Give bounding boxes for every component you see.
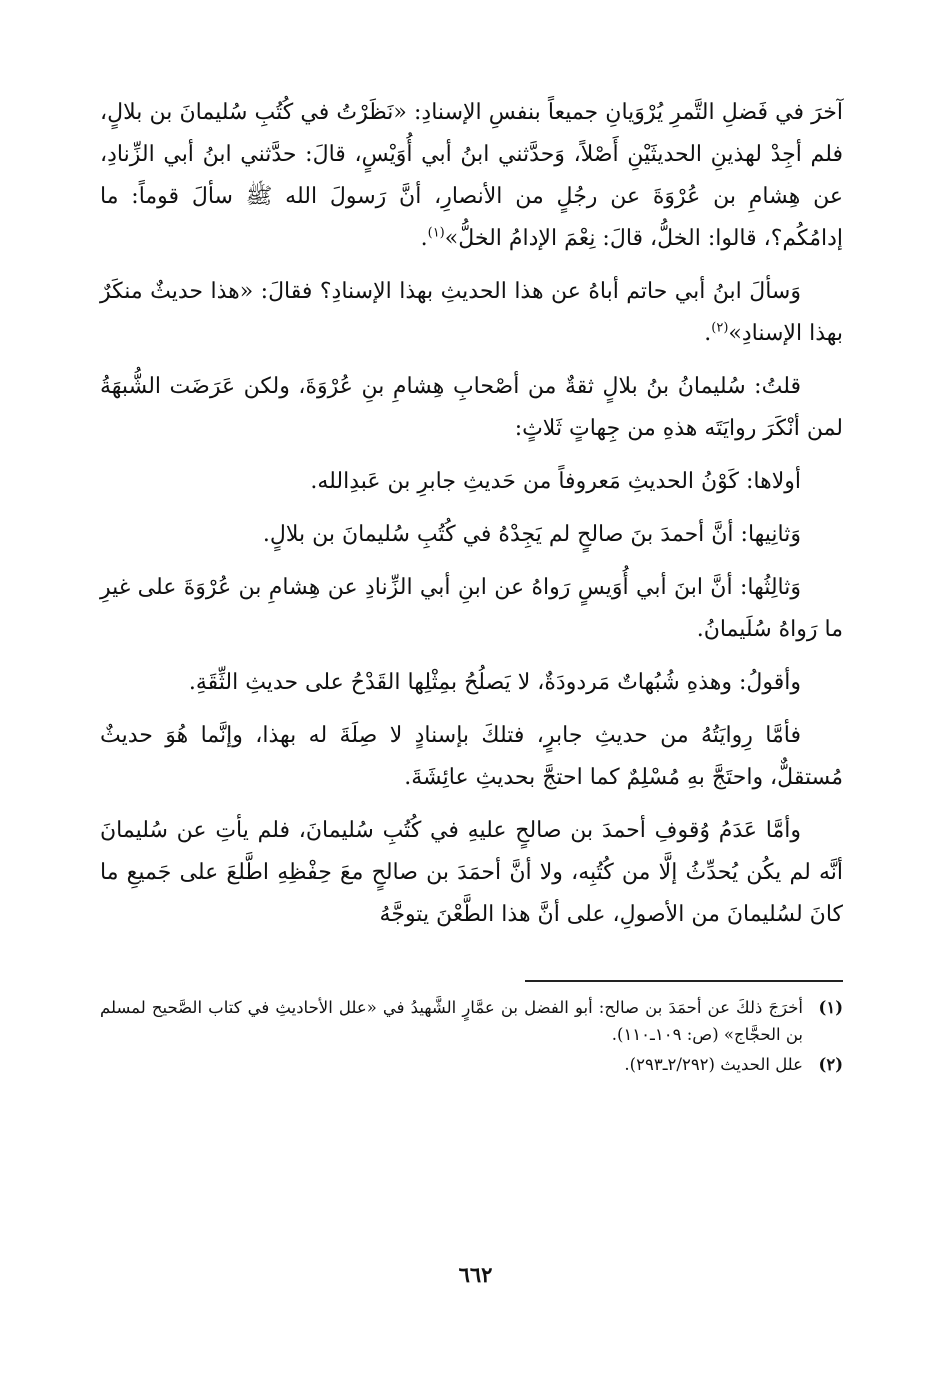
footnote-number: (١) [818, 998, 843, 1017]
paragraph-3: قلتُ: سُليمانُ بنُ بلالٍ ثقةٌ من أصْحابِ هِشامِ بنِ عُرْوَةَ، ولكن عَرَضَت الشُّبهَةُ لمن أنْكَرَ روايَتَه هذهِ من جِهاتٍ ثَلاثٍ: [100, 374, 843, 441]
footnote-number: (٢) [818, 1055, 843, 1074]
paragraph-9: وأمَّا عَدَمُ وُقوفِ أحمدَ بن صالحٍ عليهِ في كُتُبِ سُليمانَ، فلم يأتِ عن سُليمانَ أنَّه لم يكُن يُحدِّثُ إلَّا من كُتُبِه، ولا أنَّ أحمَدَ بن صالحٍ معَ حِفْظِهِ اطَّلعَ على جَميعِ ما كانَ لسُليمانَ من الأصولِ، على أنَّ هذا الطَّعْنَ يتوجَّهُ [100, 818, 843, 927]
footnotes [100, 994, 843, 1078]
footnote-text: علل الحديث (٢/٢٩٢ـ٢٩٣). [624, 1055, 803, 1074]
paragraph-2: وَسألَ ابنُ أبي حاتم أباهُ عن هذا الحديثِ بهذا الإسنادِ؟ فقالَ: «هذا حديثٌ منكَرٌ بهذا الإسنادِ»$^{(٢)}$. [100, 279, 843, 346]
paragraph-7: وأقولُ: وهذهِ شُبُهاتٌ مَردودَةٌ، لا يَصلُحُ بمِثْلِها القَدْحُ على حديثِ الثِّقَةِ. [188, 670, 801, 695]
page-number: ٦٦٢ [458, 1262, 493, 1287]
paragraph-1: آخرَ في فَضلِ التَّمرِ يُرْوَيانِ جميعاً بنفسِ الإسنادِ: «نَظَرْتُ في كُتُبِ سُليمانَ بن بلالٍ، فلم أجِدْ لهذينِ الحديثَيْنِ أَصْلاً، وَحدَّثني ابنُ أبي أُوَيْسٍ، قالَ: حدَّثني ابنُ أبي الزِّنادِ، عن هِشامِ بن عُرْوَةَ عن رجُلٍ من الأنصارِ، أنَّ رَسولَ الله ﷺ سألَ قوماً: ما إدامُكُم؟، قالوا: الخلُّ، قالَ: نِعْمَ الإدامُ الخلُّ»$^{(١)}$. [100, 100, 843, 251]
footnote-text: أخرَجَ ذلكَ عن أحمَدَ بن صالح: أبو الفضل بن عمَّارٍ الشَّهيدُ في «علل الأحاديثِ في كتاب الصَّحيح لمسلم بن الحجَّاج» (ص: ١٠٩ـ١١٠). [100, 998, 803, 1044]
paragraph-6: وَثالِثُها: أنَّ ابنَ أبي أُوَيسٍ رَواهُ عن ابنِ أبي الزِّنادِ عن هِشامِ بن عُرْوَةَ على غيرِ ما رَواهُ سُلَيمانُ. [100, 575, 843, 642]
footnote-2 [100, 1051, 843, 1078]
footnote-divider [525, 980, 843, 982]
footnote-ref-1[interactable]: (١) [427, 225, 445, 241]
footnote-1 [100, 994, 843, 1048]
paragraph-5: وَثانِيها: أنَّ أحمدَ بنَ صالحٍ لم يَجِدْهُ في كُتُبِ سُليمانَ بن بلالٍ. [262, 522, 801, 547]
paragraph-8: فأمَّا رِوايَتُهُ من حديثِ جابرٍ، فتلكَ بإسنادٍ لا صِلَةَ له بهذا، وإنَّما هُوَ حديثٌ مُستقلٌّ، واحتَجَّ بهِ مُسْلِمٌ كما احتجَّ بحديثِ عائِشَةَ. [100, 723, 843, 790]
paragraph-4: أولاها: كَوْنُ الحديثِ مَعروفاً من حَديثِ جابرِ بن عَبدِالله. [310, 469, 801, 494]
footnote-ref-2[interactable]: (٢) [711, 320, 729, 336]
main-text [100, 92, 843, 936]
